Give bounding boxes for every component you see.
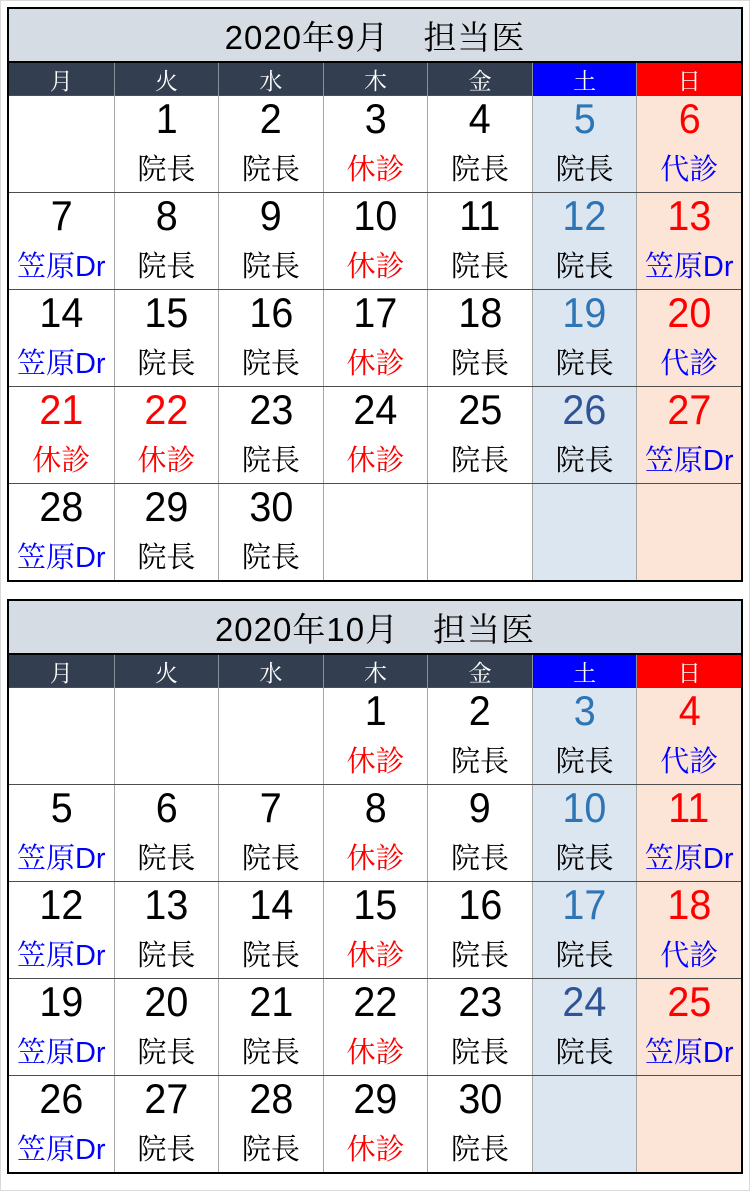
day-number: 21 <box>39 387 84 433</box>
day-number: 13 <box>144 882 189 928</box>
doctor-label: 院長 <box>137 154 196 186</box>
day-cell <box>636 96 741 192</box>
day-number: 16 <box>248 290 293 336</box>
doctor-label: 院長 <box>137 1037 196 1069</box>
doctor-label: 笠原Dr <box>16 843 106 875</box>
day-number: 6 <box>155 785 178 831</box>
week-row <box>9 386 741 483</box>
doctor-label: 院長 <box>451 445 510 477</box>
day-cell <box>323 979 428 1075</box>
day-cell <box>218 193 323 289</box>
doctor-label: 院長 <box>451 746 510 778</box>
doctor-label: 休診 <box>346 251 405 283</box>
doctor-label: 院長 <box>241 940 300 972</box>
day-number: 19 <box>562 290 607 336</box>
day-cell <box>218 882 323 978</box>
weekday-header-saturday: 土 <box>532 63 637 96</box>
weekday-header-thursday: 木 <box>323 63 428 96</box>
week-row <box>9 978 741 1075</box>
day-cell <box>427 1076 532 1172</box>
day-number: 10 <box>353 193 398 239</box>
doctor-label: 院長 <box>241 251 300 283</box>
day-number: 25 <box>458 387 503 433</box>
day-cell <box>323 785 428 881</box>
day-cell <box>636 979 741 1075</box>
day-number: 2 <box>259 96 282 142</box>
doctor-label: 休診 <box>346 843 405 875</box>
weekday-header-friday: 金 <box>427 655 532 688</box>
doctor-label: 休診 <box>346 1134 405 1166</box>
doctor-label: 笠原Dr <box>644 445 734 477</box>
doctor-label: 休診 <box>346 348 405 380</box>
day-number: 17 <box>562 882 607 928</box>
day-cell <box>427 96 532 192</box>
doctor-label: 代診 <box>660 154 719 186</box>
day-cell <box>9 1076 114 1172</box>
day-number: 7 <box>50 193 73 239</box>
doctor-label: 院長 <box>555 843 614 875</box>
day-number: 5 <box>50 785 73 831</box>
day-cell <box>218 484 323 580</box>
day-cell <box>427 785 532 881</box>
day-cell <box>9 290 114 386</box>
doctor-label: 院長 <box>137 1134 196 1166</box>
doctor-label: 院長 <box>137 348 196 380</box>
day-number: 4 <box>469 96 492 142</box>
doctor-label: 院長 <box>555 940 614 972</box>
day-number: 24 <box>562 979 607 1025</box>
day-number: 4 <box>678 688 701 734</box>
doctor-label: 休診 <box>346 746 405 778</box>
doctor-label: 笠原Dr <box>16 1037 106 1069</box>
day-number: 3 <box>573 688 596 734</box>
day-cell <box>427 979 532 1075</box>
day-cell <box>427 882 532 978</box>
day-number: 1 <box>364 688 387 734</box>
day-number: 9 <box>469 785 492 831</box>
doctor-label: 院長 <box>555 251 614 283</box>
doctor-label: 休診 <box>346 445 405 477</box>
day-number: 24 <box>353 387 398 433</box>
doctor-label: 院長 <box>241 843 300 875</box>
doctor-label: 休診 <box>137 445 196 477</box>
empty-day-cell <box>218 688 323 784</box>
weekday-header-monday: 月 <box>49 68 73 94</box>
day-cell <box>532 688 637 784</box>
week-row <box>9 687 741 784</box>
day-number: 28 <box>39 484 84 530</box>
day-number: 7 <box>259 785 282 831</box>
day-cell <box>114 1076 219 1172</box>
doctor-label: 笠原Dr <box>16 542 106 574</box>
day-cell <box>218 290 323 386</box>
doctor-label: 休診 <box>346 1037 405 1069</box>
day-cell <box>323 387 428 483</box>
day-number: 23 <box>458 979 503 1025</box>
doctor-label: 院長 <box>451 843 510 875</box>
weekday-header-thursday: 木 <box>323 655 428 688</box>
day-cell <box>9 387 114 483</box>
calendar-title: 2020年10月 担当医 <box>9 601 741 655</box>
day-number: 9 <box>259 193 282 239</box>
day-number: 30 <box>248 484 293 530</box>
day-cell <box>636 387 741 483</box>
week-row <box>9 1075 741 1172</box>
weekday-header-wednesday: 水 <box>218 63 323 96</box>
day-number: 12 <box>562 193 607 239</box>
week-row <box>9 192 741 289</box>
day-cell <box>114 979 219 1075</box>
day-number: 17 <box>353 290 398 336</box>
doctor-label: 院長 <box>451 154 510 186</box>
weekday-header-row <box>9 63 741 95</box>
day-number: 27 <box>144 1076 189 1122</box>
doctor-label: 院長 <box>451 1134 510 1166</box>
day-number: 29 <box>144 484 189 530</box>
day-cell <box>218 785 323 881</box>
empty-day-cell <box>636 484 741 580</box>
day-number: 8 <box>155 193 178 239</box>
day-cell <box>427 387 532 483</box>
day-cell <box>114 193 219 289</box>
week-row <box>9 881 741 978</box>
weekday-header-saturday: 土 <box>532 655 637 688</box>
empty-day-cell <box>9 96 114 192</box>
day-number: 20 <box>667 290 712 336</box>
calendar-september-2020 <box>7 7 743 582</box>
week-row <box>9 483 741 580</box>
day-number: 15 <box>353 882 398 928</box>
day-cell <box>323 290 428 386</box>
day-cell <box>636 193 741 289</box>
doctor-label: 笠原Dr <box>16 348 106 380</box>
day-number: 26 <box>39 1076 84 1122</box>
calendar-grid <box>9 687 741 1172</box>
weekday-header-friday: 金 <box>427 63 532 96</box>
day-cell <box>9 882 114 978</box>
doctor-label: 笠原Dr <box>16 251 106 283</box>
weekday-header-tuesday: 火 <box>114 655 219 688</box>
day-cell <box>636 785 741 881</box>
day-cell <box>9 785 114 881</box>
day-number: 8 <box>364 785 387 831</box>
doctor-label: 院長 <box>241 154 300 186</box>
doctor-label: 笠原Dr <box>16 940 106 972</box>
day-cell <box>323 96 428 192</box>
day-cell <box>114 785 219 881</box>
day-cell <box>532 290 637 386</box>
doctor-label: 休診 <box>346 940 405 972</box>
day-number: 30 <box>458 1076 503 1122</box>
doctor-label: 院長 <box>137 843 196 875</box>
day-cell <box>427 290 532 386</box>
empty-day-cell <box>532 1076 637 1172</box>
day-cell <box>532 193 637 289</box>
day-cell <box>532 96 637 192</box>
day-number: 5 <box>573 96 596 142</box>
doctor-label: 休診 <box>346 154 405 186</box>
doctor-label: 院長 <box>555 154 614 186</box>
weekday-header-sunday: 日 <box>636 63 741 96</box>
doctor-label: 院長 <box>451 1037 510 1069</box>
day-cell <box>636 688 741 784</box>
calendar-october-2020 <box>7 599 743 1174</box>
day-number: 26 <box>562 387 607 433</box>
weekday-header-tuesday: 火 <box>114 63 219 96</box>
doctor-label: 笠原Dr <box>644 1037 734 1069</box>
empty-day-cell <box>323 484 428 580</box>
calendar-grid <box>9 95 741 580</box>
day-cell <box>532 387 637 483</box>
week-row <box>9 95 741 192</box>
day-cell <box>427 193 532 289</box>
day-cell <box>218 979 323 1075</box>
empty-day-cell <box>427 484 532 580</box>
day-number: 21 <box>248 979 293 1025</box>
calendar-title: 2020年9月 担当医 <box>9 9 741 63</box>
day-number: 23 <box>248 387 293 433</box>
day-number: 1 <box>155 96 178 142</box>
week-row <box>9 289 741 386</box>
day-number: 22 <box>353 979 398 1025</box>
day-cell <box>114 290 219 386</box>
day-number: 12 <box>39 882 84 928</box>
doctor-label: 院長 <box>555 348 614 380</box>
day-cell <box>636 290 741 386</box>
doctor-label: 笠原Dr <box>644 843 734 875</box>
day-cell <box>114 387 219 483</box>
day-cell <box>636 882 741 978</box>
doctor-label: 笠原Dr <box>16 1134 106 1166</box>
day-number: 14 <box>248 882 293 928</box>
day-number: 20 <box>144 979 189 1025</box>
day-number: 27 <box>667 387 712 433</box>
doctor-label: 院長 <box>555 445 614 477</box>
doctor-label: 休診 <box>32 445 91 477</box>
day-cell <box>427 688 532 784</box>
doctor-label: 院長 <box>451 251 510 283</box>
day-number: 18 <box>458 290 503 336</box>
day-number: 10 <box>562 785 607 831</box>
doctor-label: 院長 <box>241 542 300 574</box>
day-cell <box>218 96 323 192</box>
day-cell <box>114 882 219 978</box>
day-number: 22 <box>144 387 189 433</box>
day-number: 6 <box>678 96 701 142</box>
day-cell <box>9 484 114 580</box>
day-number: 28 <box>248 1076 293 1122</box>
doctor-label: 代診 <box>660 746 719 778</box>
day-number: 15 <box>144 290 189 336</box>
doctor-label: 院長 <box>137 251 196 283</box>
empty-day-cell <box>636 1076 741 1172</box>
day-number: 19 <box>39 979 84 1025</box>
empty-day-cell <box>114 688 219 784</box>
week-row <box>9 784 741 881</box>
day-cell <box>323 193 428 289</box>
day-cell <box>114 484 219 580</box>
day-number: 25 <box>667 979 712 1025</box>
doctor-label: 院長 <box>241 348 300 380</box>
day-number: 18 <box>667 882 712 928</box>
doctor-label: 代診 <box>660 348 719 380</box>
doctor-label: 院長 <box>555 1037 614 1069</box>
doctor-label: 院長 <box>137 542 196 574</box>
day-cell <box>9 979 114 1075</box>
day-number: 11 <box>668 785 710 831</box>
weekday-header-row <box>9 655 741 687</box>
doctor-label: 笠原Dr <box>644 251 734 283</box>
day-cell <box>532 882 637 978</box>
day-cell <box>218 1076 323 1172</box>
doctor-label: 院長 <box>241 1037 300 1069</box>
weekday-header-wednesday: 水 <box>218 655 323 688</box>
day-number: 16 <box>458 882 503 928</box>
day-cell <box>323 1076 428 1172</box>
doctor-label: 院長 <box>241 445 300 477</box>
doctor-label: 院長 <box>555 746 614 778</box>
day-number: 14 <box>39 290 84 336</box>
doctor-label: 院長 <box>241 1134 300 1166</box>
doctor-label: 院長 <box>451 940 510 972</box>
empty-day-cell <box>532 484 637 580</box>
doctor-label: 院長 <box>137 940 196 972</box>
day-cell <box>9 193 114 289</box>
weekday-header-sunday: 日 <box>636 655 741 688</box>
doctor-label: 院長 <box>451 348 510 380</box>
day-cell <box>218 387 323 483</box>
day-cell <box>114 96 219 192</box>
day-number: 3 <box>364 96 387 142</box>
day-cell <box>532 785 637 881</box>
doctor-label: 代診 <box>660 940 719 972</box>
day-number: 13 <box>667 193 712 239</box>
empty-day-cell <box>9 688 114 784</box>
day-cell <box>323 688 428 784</box>
day-number: 29 <box>353 1076 398 1122</box>
day-cell <box>532 979 637 1075</box>
day-number: 2 <box>469 688 492 734</box>
weekday-header-monday: 月 <box>49 660 73 686</box>
day-cell <box>323 882 428 978</box>
day-number: 11 <box>459 193 501 239</box>
